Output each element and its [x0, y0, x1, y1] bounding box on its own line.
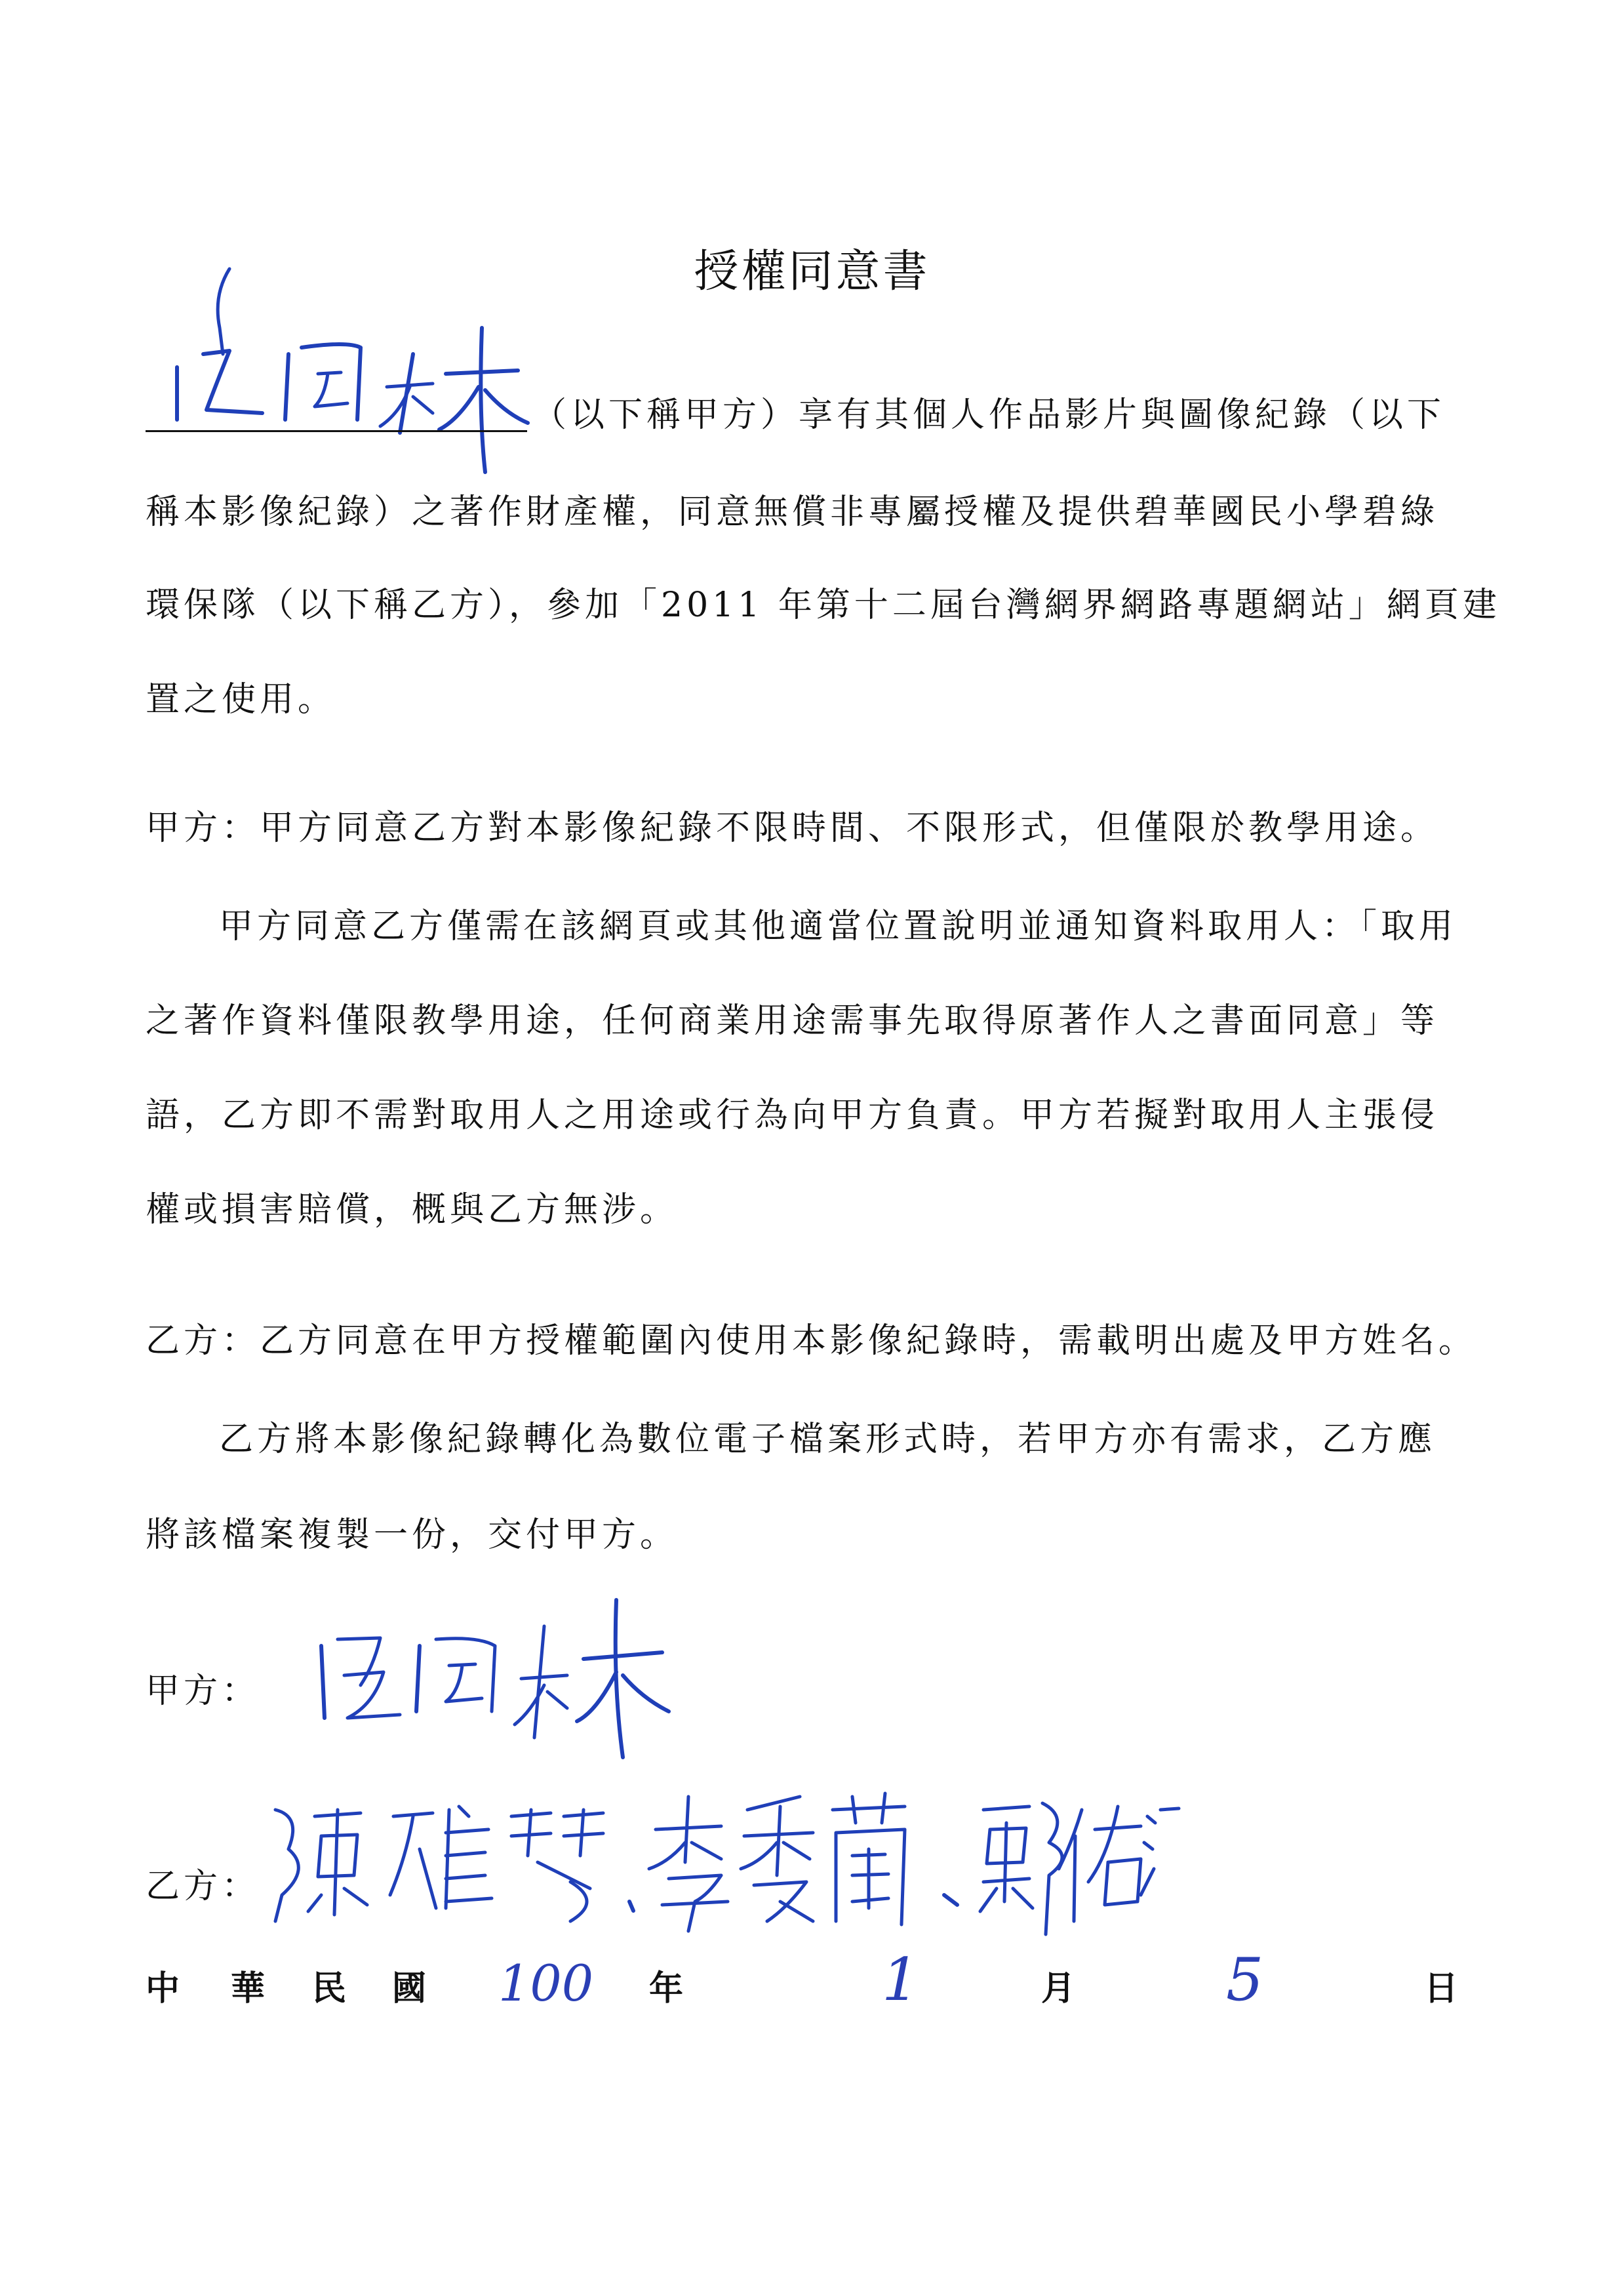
intro-line-1: （以下稱甲方）享有其個人作品影片與圖像紀錄（以下 [532, 395, 1446, 435]
intro-line-4: 置之使用。 [146, 680, 336, 719]
date-year-label: 年 [649, 1968, 684, 2008]
date-year-value: 100 [498, 1954, 594, 2012]
party-b-clause-line-2: 將該檔案複製一份，交付甲方。 [146, 1515, 679, 1555]
party-b-clause-line-1: 乙方將本影像紀錄轉化為數位電子檔案形式時，若甲方亦有需求，乙方應 [219, 1420, 1436, 1459]
party-a-signature-top [151, 256, 544, 492]
party-a-clause-line-3: 語，乙方即不需對取用人之用途或行為向甲方負責。甲方若擬對取用人主張侵 [146, 1096, 1439, 1135]
date-day-value: 5 [1226, 1946, 1264, 2014]
document-title: 授權同意書 [694, 246, 930, 298]
intro-line-2: 稱本影像紀錄）之著作財產權，同意無償非專屬授權及提供碧華國民小學碧綠 [146, 492, 1439, 532]
date-era-char-4: 國 [392, 1968, 427, 2008]
party-a-clause-line-1: 甲方同意乙方僅需在該網頁或其他適當位置說明並通知資料取用人：「取用 [219, 907, 1457, 946]
intro-line-3: 環保隊（以下稱乙方），參加「2011 年第十二屆台灣網界網路專題網站」網頁建 [146, 586, 1501, 625]
party-a-clause-line-2: 之著作資料僅限教學用途，任何商業用途需事先取得原著作人之書面同意」等 [146, 1001, 1439, 1041]
date-era-char-1: 中 [146, 1968, 180, 2008]
party-a-clause-line-4: 權或損害賠償，概與乙方無涉。 [146, 1190, 679, 1229]
party-a-name-underline [146, 430, 527, 432]
party-a-signature-label: 甲方： [146, 1671, 260, 1711]
date-month-label: 月 [1041, 1968, 1076, 2008]
party-b-signatures [262, 1770, 1180, 1941]
party-b-signature-label: 乙方： [146, 1867, 260, 1906]
party-b-clause-heading: 乙方：乙方同意在甲方授權範圍內使用本影像紀錄時，需載明出處及甲方姓名。 [146, 1321, 1477, 1361]
date-era-char-2: 華 [231, 1968, 266, 2008]
party-a-clause-heading: 甲方：甲方同意乙方對本影像紀錄不限時間、不限形式，但僅限於教學用途。 [146, 808, 1439, 848]
date-month-value: 1 [882, 1946, 920, 2014]
party-a-signature [308, 1587, 675, 1770]
date-day-label: 日 [1424, 1968, 1459, 2008]
date-era-char-3: 民 [312, 1968, 347, 2008]
